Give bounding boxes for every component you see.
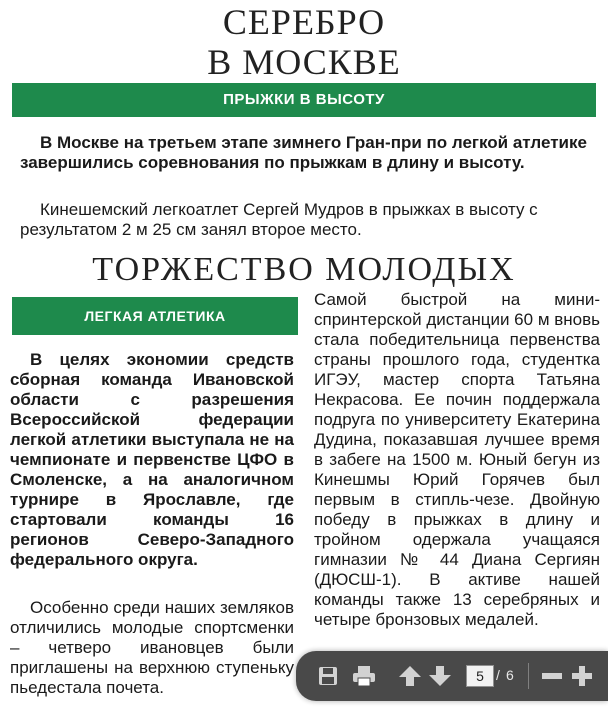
article2-body-col2: Самой быстрой на мини-спринтерской дистанции 60 м вновь стала победительница первенства страны прошлого года, студентка ИГЭУ, мастер спорта Татьяна Некрасова. Ее почин поддержала подруга по университету Екатерина Дудина, показавшая лучшее время в забеге на 1500 м. Юный бегун из Кинешмы Юрий Горячев был первым в стипль-чезе. Двойную победу в прыжках в длину и тройном одержала учащаяся гимназии № 44 Диана Сергиян (ДЮСШ-1). В активе нашей команды также 13 серебряных и четыре бронзовых медалей.	[314, 290, 600, 629]
article1-body: Кинешемский легкоатлет Сергей Мудров в прыжках в высоту с результатом 2 м 25 см занял второе место.	[20, 200, 538, 239]
arrow-down-icon	[427, 664, 453, 688]
headline-article2: ТОРЖЕСТВО МОЛОДЫХ	[92, 251, 516, 288]
rubric-banner-athletics: ЛЕГКАЯ АТЛЕТИКА	[12, 297, 298, 335]
article1-lead: В Москве на третьем этапе зимнего Гран-при по легкой атлетике завершились соревнования по прыжкам в длину и высоту.	[20, 133, 587, 172]
article2-lead: В целях экономии средств сборная команда Ивановской области с разрешения Всероссийской федерации легкой атлетики выступала не на чемпионате и первенстве ЦФО в Смоленске, а на аналогичном турнире в Ярославле, где стартовали команды 16 регионов Северо-Западного федерального округа.	[10, 350, 294, 569]
save-button[interactable]	[314, 661, 342, 691]
zoom-out-button[interactable]	[538, 661, 566, 691]
pdf-toolbar	[296, 651, 608, 701]
headline-line2: В МОСКВЕ	[207, 42, 401, 82]
print-button[interactable]	[350, 661, 378, 691]
print-icon	[351, 664, 377, 688]
next-page-button[interactable]	[426, 661, 454, 691]
zoom-out-icon	[540, 664, 564, 688]
previous-page-button[interactable]	[396, 661, 424, 691]
zoom-in-icon	[570, 664, 594, 688]
page-number-input[interactable]: 5	[466, 665, 494, 687]
zoom-in-button[interactable]	[568, 661, 596, 691]
headline-line1: СЕРЕБРО	[222, 2, 386, 42]
save-icon	[316, 664, 340, 688]
page-total: 6	[506, 667, 514, 683]
article2-body-col1: Особенно среди наших земляков отличились молодые спортсменки – четверо ивановцев были приглашены на верхнюю ступеньку пьедестала почета.	[10, 598, 294, 697]
toolbar-divider	[528, 663, 529, 689]
arrow-up-icon	[397, 664, 423, 688]
page-separator: /	[496, 667, 500, 683]
rubric-banner-high-jump: ПРЫЖКИ В ВЫСОТУ	[12, 83, 596, 117]
